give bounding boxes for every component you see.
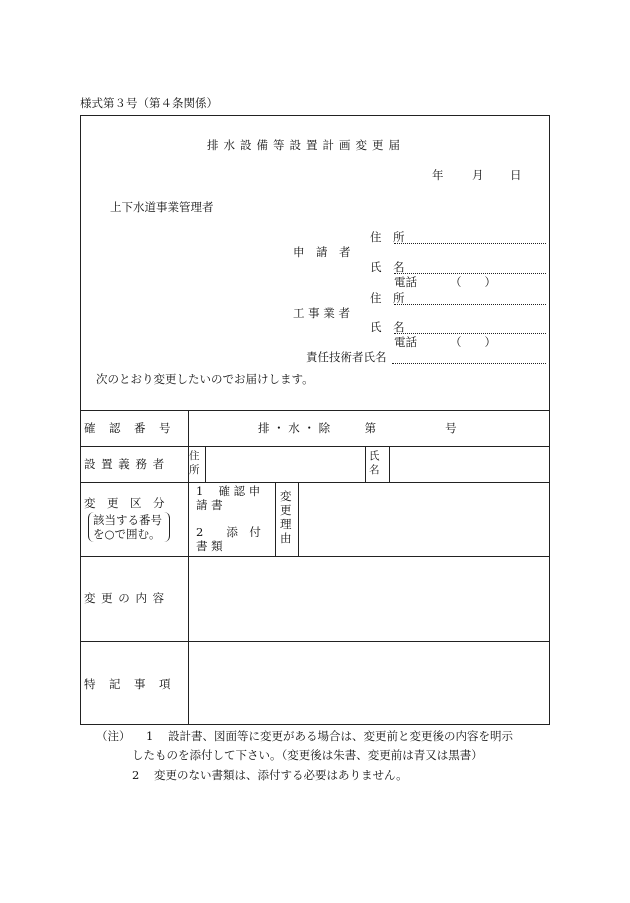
applicant-phone-label: 電話 bbox=[394, 275, 417, 289]
confirm-number-label: 確 認 番 号 bbox=[84, 421, 172, 435]
obligor-name-divider-left bbox=[365, 446, 366, 482]
table-rule-top bbox=[80, 410, 550, 411]
table-rule-2 bbox=[80, 446, 550, 447]
obligor-name-divider-right bbox=[389, 446, 390, 482]
note1-number: 1 bbox=[146, 729, 154, 743]
engineer-name-line bbox=[392, 363, 546, 364]
remarks-field[interactable] bbox=[190, 643, 548, 723]
contractor-phone-paren: （ ） bbox=[450, 335, 496, 349]
date-day-label: 日 bbox=[510, 168, 522, 182]
contractor-name-label: 氏 名 bbox=[370, 320, 405, 334]
contractor-address-label: 住 所 bbox=[370, 291, 405, 305]
obligor-name-field[interactable] bbox=[391, 448, 548, 480]
option2-line1[interactable]: 2 添 付 bbox=[196, 525, 261, 539]
contractor-phone-field[interactable] bbox=[420, 334, 546, 349]
engineer-name-field[interactable] bbox=[392, 348, 546, 363]
option1-line1[interactable]: 1 確 認 申 bbox=[196, 484, 261, 498]
obligor-label: 設 置 義 務 者 bbox=[84, 457, 166, 471]
change-category-label: 変 更 区 分 bbox=[84, 496, 165, 510]
obligor-address-label-2: 所 bbox=[189, 464, 200, 476]
change-category-note-1: 該当する番号 bbox=[93, 513, 162, 527]
date-month-label: 月 bbox=[472, 168, 484, 182]
table-rule-5 bbox=[80, 641, 550, 642]
option2-line2[interactable]: 書 類 bbox=[196, 539, 223, 553]
reason-divider-right bbox=[298, 482, 299, 556]
note1-line2: したものを添付して下さい。（変更後は朱書、変更前は青又は黒書） bbox=[132, 748, 483, 762]
confirm-number-value: 排 ・ 水 ・ 除 第 号 bbox=[258, 421, 457, 435]
applicant-address-field[interactable] bbox=[394, 228, 546, 243]
applicant-name-label: 氏 名 bbox=[370, 260, 405, 274]
contractor-address-field[interactable] bbox=[394, 289, 546, 304]
applicant-phone-field[interactable] bbox=[420, 274, 546, 289]
applicant-phone-paren: （ ） bbox=[450, 275, 496, 289]
contractor-phone-label: 電話 bbox=[394, 335, 417, 349]
table-rule-4 bbox=[80, 556, 550, 557]
date-month-field[interactable] bbox=[445, 166, 469, 182]
option1-line2[interactable]: 請 書 bbox=[196, 498, 223, 512]
addressee: 上下水道事業管理者 bbox=[110, 200, 214, 214]
contractor-name-field[interactable] bbox=[394, 318, 546, 333]
change-reason-field[interactable] bbox=[300, 484, 548, 554]
engineer-name-label: 責任技術者氏名 bbox=[306, 350, 387, 364]
change-category-note-2: を○で囲む。 bbox=[93, 527, 161, 541]
contractor-group-label: 工 事 業 者 bbox=[293, 306, 350, 320]
form-title: 排水設備等設置計画変更届 bbox=[207, 138, 405, 152]
intro-text: 次のとおり変更したいのでお届けします。 bbox=[96, 372, 314, 386]
note2-number: 2 bbox=[132, 768, 140, 782]
applicant-address-label: 住 所 bbox=[370, 230, 405, 244]
date-day-field[interactable] bbox=[485, 166, 509, 182]
note2-text: 変更のない書類は、添付する必要はありません。 bbox=[154, 768, 408, 782]
obligor-name-label-2: 名 bbox=[369, 464, 380, 476]
notes-prefix: （注） bbox=[96, 729, 131, 743]
reason-label-char-4: 由 bbox=[280, 531, 292, 545]
reason-label-char-3: 理 bbox=[280, 517, 292, 531]
remarks-label: 特 記 事 項 bbox=[84, 677, 172, 691]
reason-divider-left bbox=[275, 482, 276, 556]
confirm-number-field[interactable] bbox=[420, 414, 470, 442]
applicant-address-line bbox=[394, 243, 546, 244]
obligor-address-label-1: 住 bbox=[189, 450, 200, 462]
obligor-address-divider bbox=[205, 446, 206, 482]
obligor-name-label-1: 氏 bbox=[369, 450, 380, 462]
date-year-label: 年 bbox=[432, 168, 444, 182]
reason-label-char-2: 更 bbox=[280, 503, 292, 517]
reason-label-char-1: 変 bbox=[280, 489, 292, 503]
change-content-label: 変 更 の 内 容 bbox=[84, 591, 166, 605]
contractor-address-line bbox=[394, 304, 546, 305]
change-content-field[interactable] bbox=[190, 558, 548, 639]
applicant-group-label: 申 請 者 bbox=[293, 245, 351, 259]
form-number: 様式第３号（第４条関係） bbox=[80, 96, 218, 110]
applicant-name-field[interactable] bbox=[394, 258, 546, 273]
obligor-address-field[interactable] bbox=[207, 448, 363, 480]
table-rule-3 bbox=[80, 482, 550, 483]
note1-line1: 設計書、図面等に変更がある場合は、変更前と変更後の内容を明示 bbox=[168, 729, 513, 743]
